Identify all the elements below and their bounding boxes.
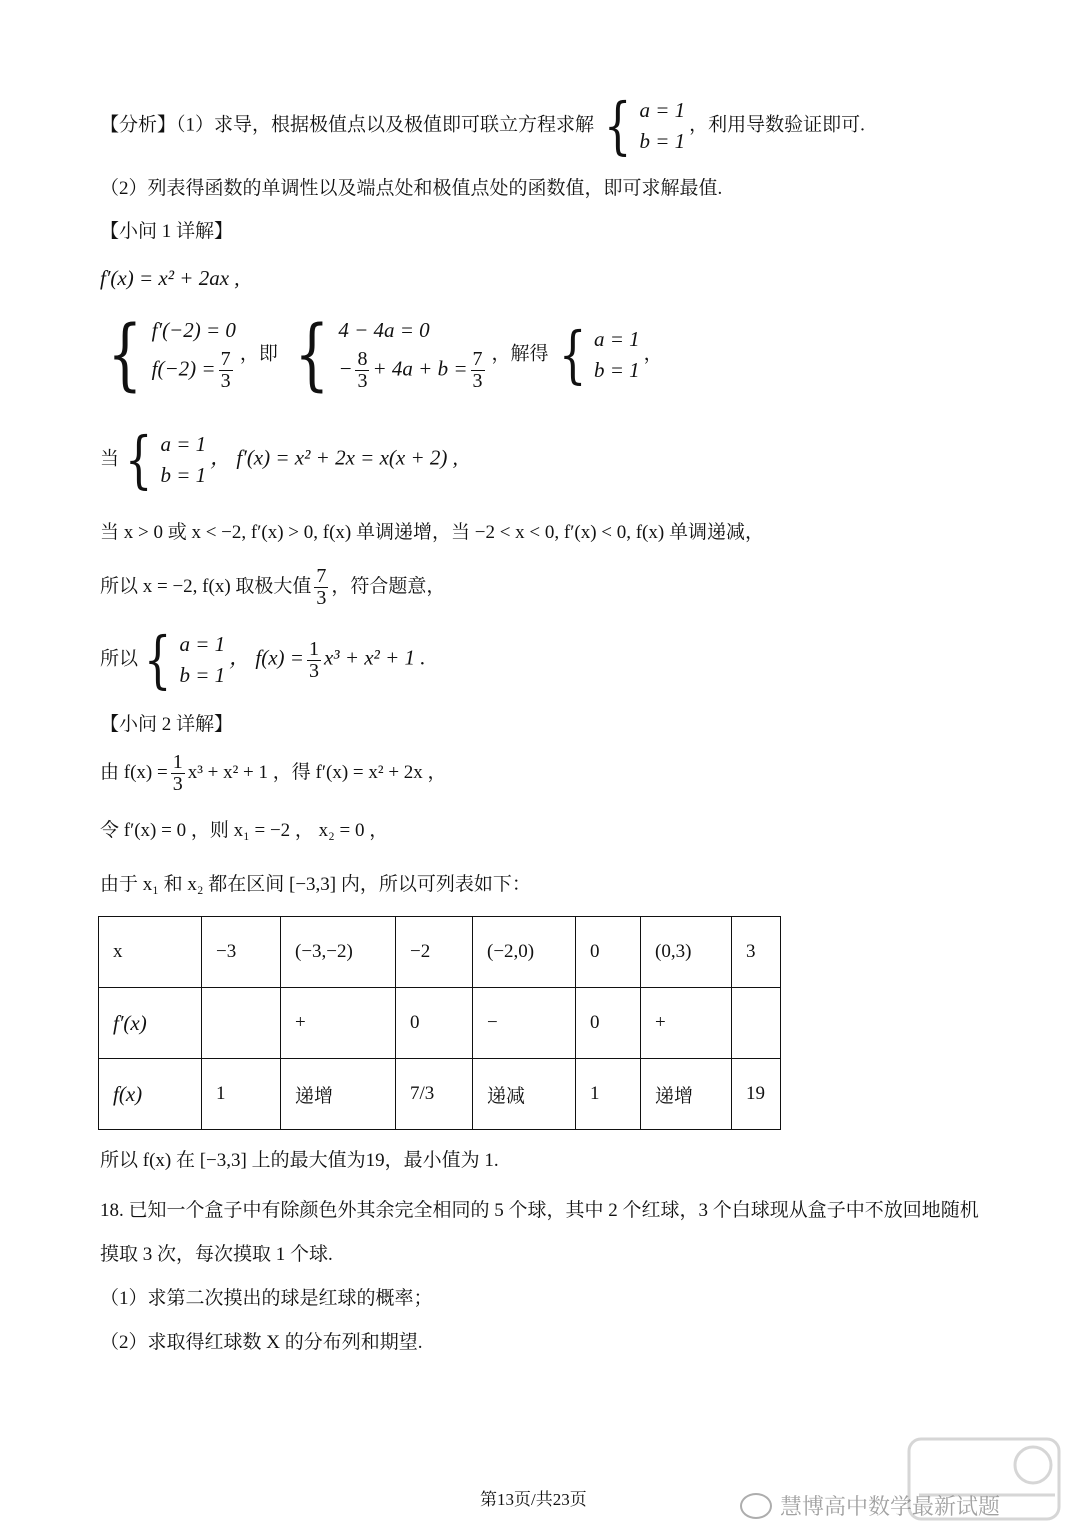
- q1-systems-line: { f′(−2) = 0 f(−2) = $\frac{7}{3}$ ，即 { 4 − 4a = 0 − $\frac{8}{3}$ + 4a + b = $\frac{7}{3}$ ，解得 { a = 1 b = 1 ，: [100, 318, 663, 392]
- table-row-f: f(x) 1 递增 7/3 递减 1 递增 19: [99, 1059, 781, 1130]
- system-ab: { a = 1 b = 1: [603, 89, 686, 163]
- q1-derivative: f′(x) = x² + 2ax ,: [100, 266, 240, 290]
- system-2: { 4 − 4a = 0 − $\frac{8}{3}$ + 4a + b = $\frac{7}{3}$: [294, 310, 483, 400]
- wechat-icon: [740, 1493, 772, 1519]
- problem-18-q1: （1）求第二次摸出的球是红球的概率；: [100, 1288, 433, 1309]
- problem-18-line-2: 摸取 3 次，每次摸取 1 个球.: [100, 1244, 333, 1265]
- analysis-line-1: [100, 89, 865, 163]
- site-stamp-logo: [905, 1435, 1065, 1523]
- q1-line-5: 当 x > 0 或 x < −2, f′(x) > 0, f(x) 单调递增，当 −2 < x < 0, f′(x) < 0, f(x) 单调递减，: [100, 522, 764, 543]
- q1-line-6: 所以 x = −2, f(x) 取极大值 $\frac{7}{3}$ ，符合题意，: [100, 565, 446, 609]
- q1-line-7: 所以 { a = 1 b = 1 ， f(x) = $\frac{1}{3}$ x³ + x² + 1 .: [100, 623, 426, 697]
- system-3: { a = 1 b = 1: [558, 318, 640, 392]
- q2-line-3: 由于 x₁ 和 x₂ 都在区间 [−3,3] 内，所以可列表如下：: [100, 874, 531, 895]
- table-row-x: x −3 (−3,−2) −2 (−2,0) 0 (0,3) 3: [99, 917, 781, 988]
- problem-18-q2: （2）求取得红球数 X 的分布列和期望.: [100, 1332, 423, 1353]
- q2-heading: 【小问 2 详解】: [100, 714, 234, 735]
- q1-line-4: 当 { a = 1 b = 1 ， f′(x) = x² + 2x = x(x + 2) ,: [100, 423, 458, 497]
- analysis-text-b: ，利用导数验证即可.: [689, 114, 865, 136]
- q2-line-1: 由 f(x) = $\frac{1}{3}$ x³ + x² + 1 ，得 f′(x) = x² + 2x ，: [100, 751, 447, 795]
- watermark: 慧博高中数学最新试题: [740, 1490, 1000, 1521]
- q2-conclusion: 所以 f(x) 在 [−3,3] 上的最大值为19，最小值为 1.: [100, 1150, 499, 1171]
- q2-line-2: 令 f′(x) = 0 ，则 x₁ = −2 ， x₂ = 0 ，: [100, 820, 389, 841]
- table-row-fprime: f′(x) + 0 − 0 +: [99, 988, 781, 1059]
- q1-heading: 【小问 1 详解】: [100, 221, 234, 242]
- system-1: { f′(−2) = 0 f(−2) = $\frac{7}{3}$: [107, 310, 236, 400]
- analysis-line-2: （2）列表得函数的单调性以及端点处和极值点处的函数值，即可求解最值.: [100, 178, 723, 199]
- analysis-tag: 【分析】: [100, 114, 177, 136]
- page-number: 第13页/共23页: [480, 1490, 587, 1509]
- analysis-text-a: （1）求导，根据极值点以及极值即可联立方程求解: [176, 114, 595, 136]
- problem-18-line-1: 18. 已知一个盒子中有除颜色外其余完全相同的 5 个球，其中 2 个红球，3 个白球现从盒子中不放回地随机: [100, 1200, 979, 1221]
- monotonicity-table: [98, 916, 781, 1130]
